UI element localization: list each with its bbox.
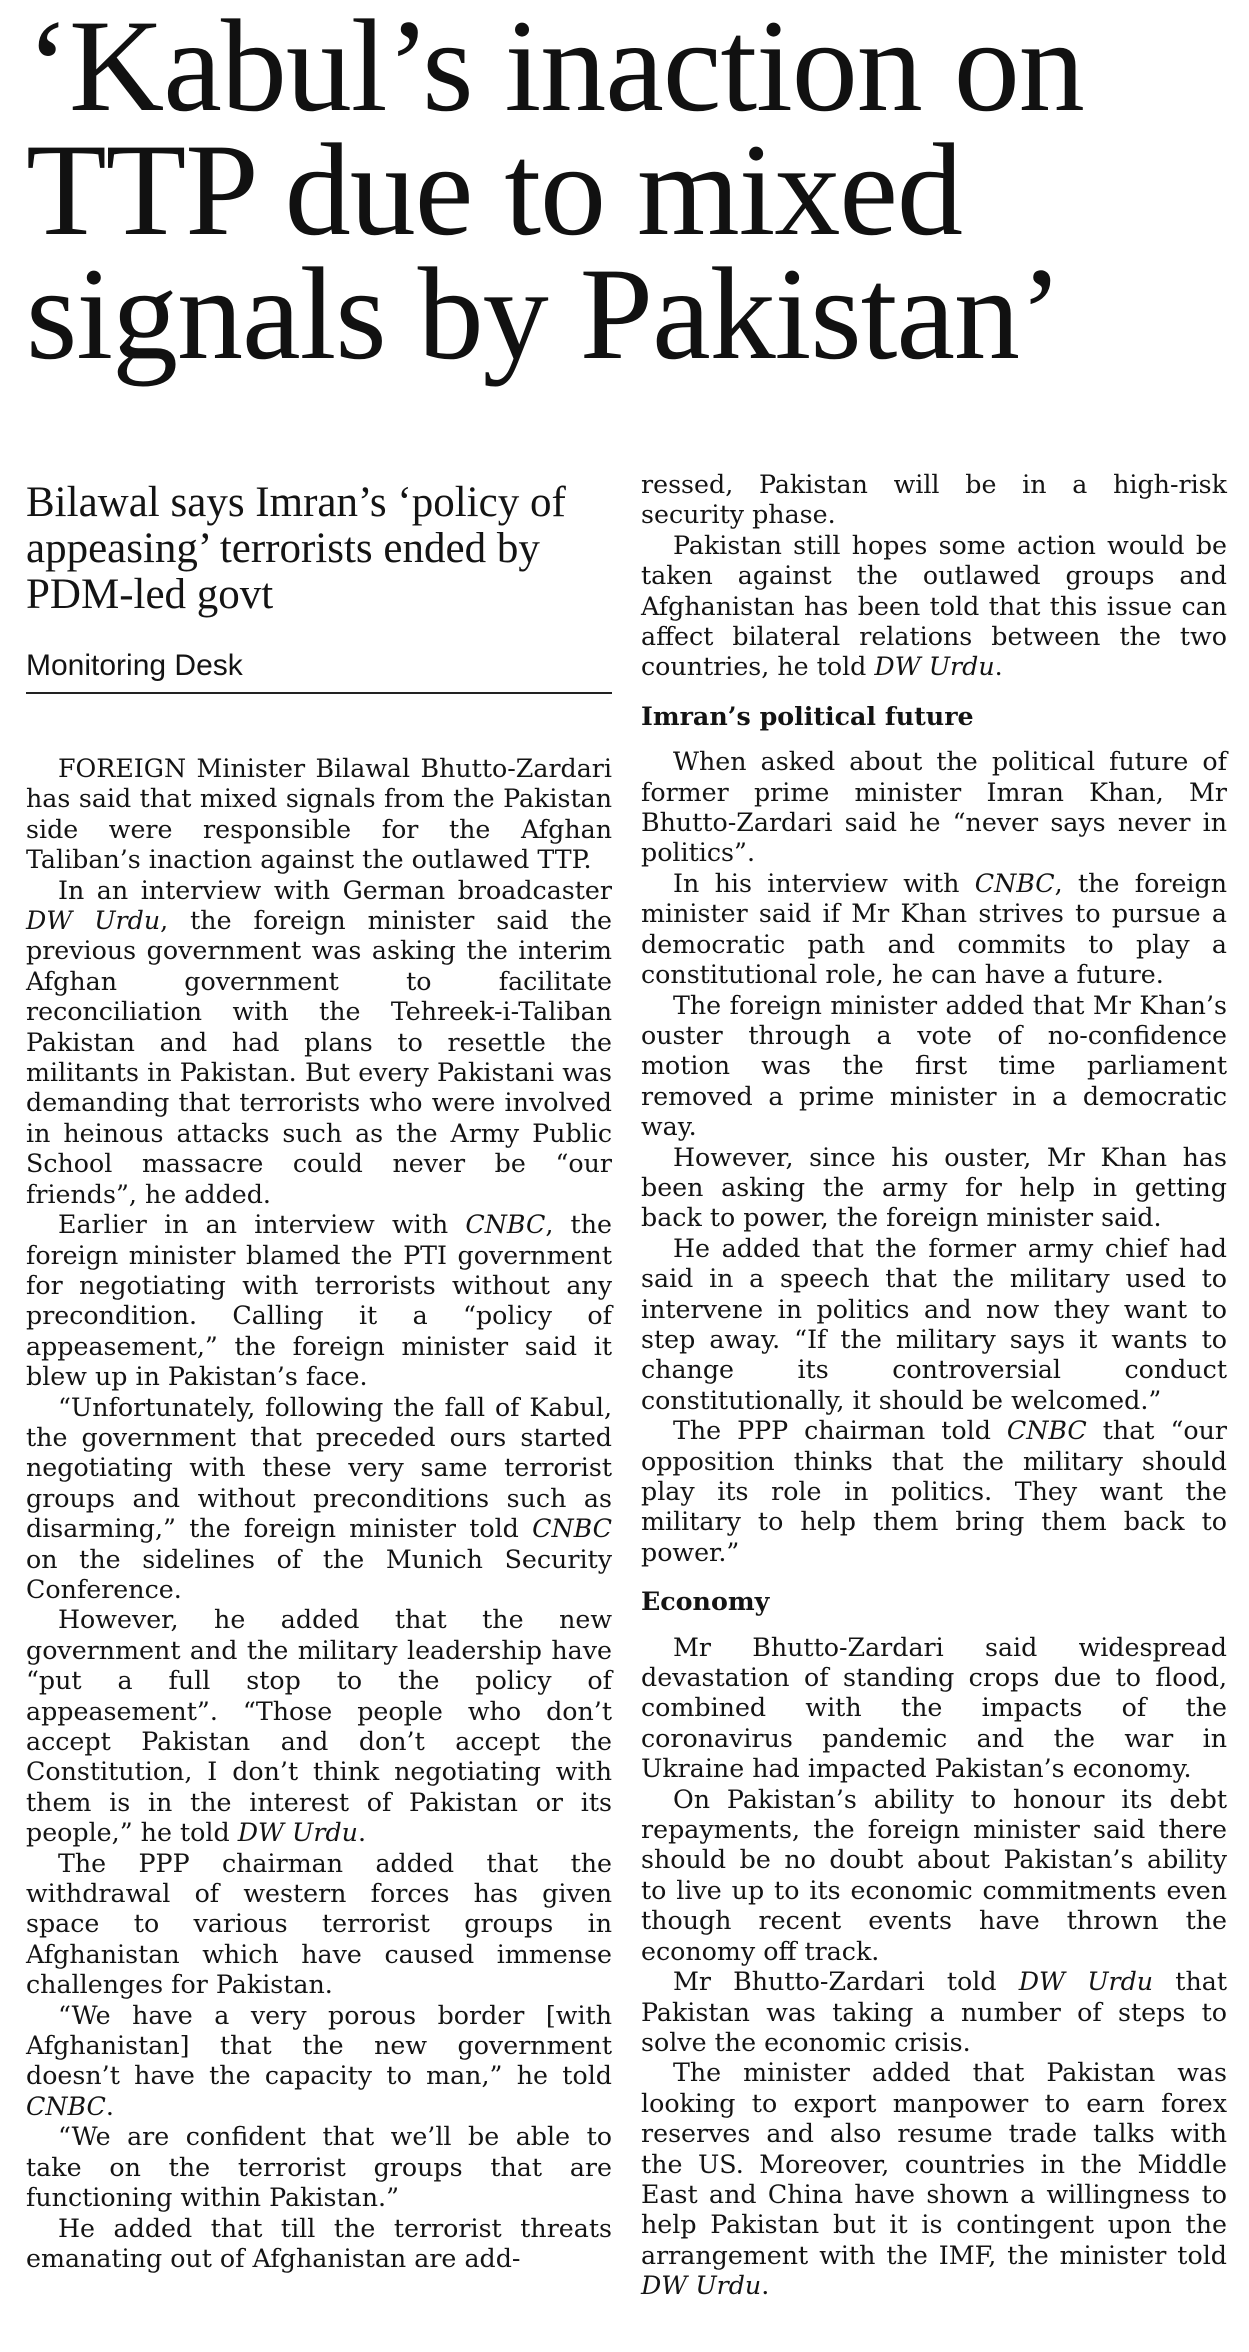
paragraph: In his interview with CNBC, the foreign minister said if Mr Khan strives to pursue a democratic path and commits to play a constitutional role, he can have a future. (641, 868, 1227, 990)
subheadline: Bilawal says Imran’s ‘policy of appeasing’ terrorists ended by PDM-led govt (26, 479, 566, 618)
section-heading-economy: Economy (641, 1586, 770, 1617)
paragraph: “We have a very porous border [with Afghanistan] that the new government doesn’t have the capacity to man,” he told CNBC. (26, 2000, 612, 2121)
column-1 (26, 470, 612, 2302)
paragraph: When asked about the political future of former prime minister Imran Khan, Mr Bhutto-Zardari said he “never says never in politics”. (641, 747, 1227, 868)
paragraph: He added that till the terrorist threats emanating out of Afghanistan are add- (26, 2213, 612, 2273)
paragraph: The PPP chairman told CNBC that “our opposition thinks that the military should play its role in politics. They want the military to help them bring them back to power.” (641, 1416, 1227, 1567)
headline: ‘Kabul’s inaction on TTP due to mixed signals by Pakistan’ (26, 0, 1084, 387)
paragraph: However, since his ouster, Mr Khan has been asking the army for help in getting back to power, the foreign minister said. (641, 1142, 1227, 1233)
article-columns (26, 470, 1227, 2302)
paragraph: The minister added that Pakistan was looking to export manpower to earn forex reserves and also resume trade talks with the US. Moreover, countries in the Middle East and China have shown a willingness to help Pakistan but it is contingent upon the arrangement with the IMF, the minister told DW Urdu. (641, 2058, 1227, 2301)
paragraph: The foreign minister added that Mr Khan’s ouster through a vote of no-confidence motion was the first time parliament removed a prime minister in a democratic way. (641, 990, 1227, 1142)
byline: Monitoring Desk (26, 648, 612, 694)
section-heading-political-future: Imran’s political future (641, 700, 974, 731)
paragraph: “Unfortunately, following the fall of Kabul, the government that preceded ours started negotiating with these very same terrorist groups and without preconditions such as disarming,” the foreign minister told CNBC on the sidelines of the Munich Security Conference. (26, 1392, 612, 1604)
paragraph: Mr Bhutto-Zardari told DW Urdu that Pakistan was taking a number of steps to solve the economic crisis. (641, 1967, 1227, 2057)
paragraph: ressed, Pakistan will be in a high-risk security phase. (641, 470, 1227, 530)
paragraph: He added that the former army chief had said in a speech that the military used to intervene in politics and now they want to step away. “If the military says it wants to change its controversial conduct constitutionally, it should be welcomed.” (641, 1233, 1227, 1415)
paragraph: The PPP chairman added that the withdrawal of western forces has given space to various terrorist groups in Afghanistan which have caused immense challenges for Pakistan. (26, 1848, 612, 2000)
column-2 (641, 470, 1227, 2302)
paragraph: FOREIGN Minister Bilawal Bhutto-Zardari has said that mixed signals from the Pakistan side were responsible for the Afghan Taliban’s inaction against the outlawed TTP. (26, 754, 612, 875)
paragraph: “We are confident that we’ll be able to take on the terrorist groups that are functioning within Pakistan.” (26, 2122, 612, 2213)
paragraph: On Pakistan’s ability to honour its debt repayments, the foreign minister said there should be no doubt about Pakistan’s ability to live up to its economic commitments even though recent events have thrown the economy off track. (641, 1784, 1227, 1966)
paragraph: However, he added that the new government and the military leadership have “put a full stop to the policy of appeasement”. “Those people who don’t accept Pakistan and don’t accept the Constitution, I don’t think negotiating with them is in the interest of Pakistan or its people,” he told DW Urdu. (26, 1605, 612, 1848)
paragraph: In an interview with German broadcaster DW Urdu, the foreign minister said the previous government was asking the interim Afghan government to facilitate reconciliation with the Tehreek-i-Taliban Pakistan and had plans to resettle the militants in Pakistan. But every Pakistani was demanding that terrorists who were involved in heinous attacks such as the Army Public School massacre could never be “our friends”, he added. (26, 875, 612, 1209)
paragraph: Pakistan still hopes some action would be taken against the outlawed groups and Afghanistan has been told that this issue can affect bilateral relations between the two countries, he told DW Urdu. (641, 530, 1227, 682)
paragraph: Mr Bhutto-Zardari said widespread devastation of standing crops due to flood, combined with the impacts of the coronavirus pandemic and the war in Ukraine had impacted Pakistan’s economy. (641, 1632, 1227, 1784)
paragraph: Earlier in an interview with CNBC, the foreign minister blamed the PTI government for negotiating with terrorists without any precondition. Calling it a “policy of appeasement,” the foreign minister said it blew up in Pakistan’s face. (26, 1210, 612, 1392)
